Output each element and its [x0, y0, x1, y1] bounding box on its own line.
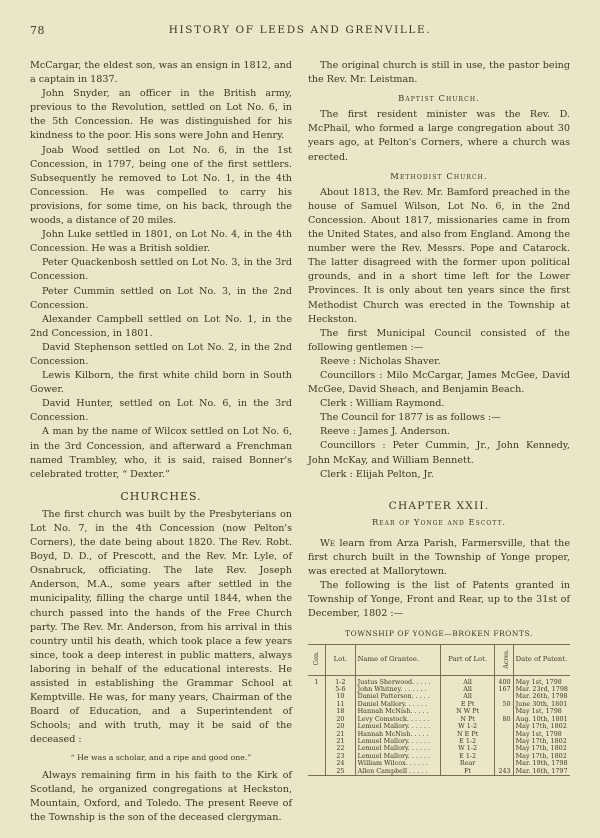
cell-name: Hannah McNish. . . . . [355, 731, 441, 738]
cell-part: All [441, 693, 494, 700]
drop-word: We [320, 537, 335, 549]
paragraph-cummin: Peter Cummin settled on Lot No. 3, in the 2nd Concession. [30, 285, 292, 311]
cell-part: E 1-2 [441, 753, 494, 760]
cell-name: Lemuel Mallory. . . . . . [355, 753, 441, 760]
cell-con [308, 701, 326, 708]
cell-part: E Pt [441, 701, 494, 708]
cell-name: Hannah McNish. . . . . [355, 708, 441, 715]
header-acres: Acres. [494, 644, 513, 675]
paragraph-mccargar: McCargar, the eldest son, was an ensign in 1812, and a captain in 1837. [30, 60, 292, 86]
cell-acres [494, 731, 513, 738]
cell-lot: 20 [326, 723, 355, 730]
cell-name: Daniel Mallory. . . . . . [355, 701, 441, 708]
paragraph-kilborn: Lewis Kilborn, the first white child born in South Gower. [30, 370, 292, 396]
cell-part: Rear [441, 760, 494, 767]
council-1877-intro: The Council for 1877 is as follows :— [320, 412, 501, 424]
cell-acres [494, 745, 513, 752]
cell-acres: 167 [494, 686, 513, 693]
cell-part: N Pt [441, 716, 494, 723]
cell-con [308, 753, 326, 760]
cell-lot: 5-6 [326, 686, 355, 693]
cell-part: W 1-2 [441, 723, 494, 730]
paragraph-following: The following is the list of Patents granted in Township of Yonge, Front and Rear, up to the 31st of December, 1802 :— [308, 580, 570, 620]
cell-con [308, 723, 326, 730]
table-body [308, 675, 570, 775]
paragraph-wood: Joab Wood settled on Lot No. 6, in the 1st Concession, in 1797, being one of the first settlers. Subsequently he removed to Lot No. 1, in the 4th Concession. He was compelled to carry his provisions, for some time, on his back, through the woods, a distance of 20 miles. [30, 144, 292, 227]
cell-date: Mar. 19th, 1798 [515, 759, 568, 768]
cell-con [308, 731, 326, 738]
chapter-title: CHAPTER XXII. [388, 499, 490, 512]
cell-date: May 17th, 1802 [515, 736, 567, 745]
paragraph-quackenbosh: Peter Quackenbosh settled on Lot No. 3, in the 3rd Concession. [30, 257, 292, 283]
paragraph-original-church: The original church is still in use, the pastor being the Rev. Mr. Leistman. [308, 60, 570, 86]
cell-date: May 1st, 1798 [515, 677, 562, 686]
paragraph-methodist: About 1813, the Rev. Mr. Bamford preached in the house of Samuel Wilson, Lot No. 6, in the 2nd Concession. About 1817, missionaries came in from the United States, and also from England. Among the number were the Rev. Messrs. Pope and Catarock. The latter disagreed with the former upon political grounds, and in a short time left for the Lower Provinces. It is only about ten years since the first Methodist Church was erected in the Township at Heckston. [308, 186, 570, 325]
paragraph-always: Always remaining firm in his faith to the Kirk of Scotland, he organized congregations at Heckston, Mountain, Oxford, and Toledo. The present Reeve of the Township is the son of the deceased clergyman. [30, 769, 292, 823]
left-column [30, 59, 292, 825]
cell-part: Ft [441, 768, 494, 776]
table-header-row [308, 644, 570, 675]
cell-part: All [441, 686, 494, 693]
cell-lot: 11 [326, 701, 355, 708]
cell-acres [494, 738, 513, 745]
cell-con [308, 686, 326, 693]
cell-lot: 24 [326, 760, 355, 767]
cell-name: Daniel Patterson. . . . . [355, 693, 441, 700]
cell-name: William Wilcox. . . . . . [355, 760, 441, 767]
cell-acres: 80 [494, 716, 513, 723]
cell-con [308, 738, 326, 745]
header-con: Con. [308, 644, 326, 675]
cell-lot: 1-2 [326, 675, 355, 686]
cell-acres [494, 723, 513, 730]
cell-date: May 17th, 1802 [515, 751, 567, 760]
cell-lot: 23 [326, 753, 355, 760]
table-row [308, 768, 570, 776]
cell-date: Mar. 26th, 1798 [515, 692, 568, 701]
cell-con [308, 768, 326, 776]
cell-part: N E Pt [441, 731, 494, 738]
cell-date: May 1st, 1798 [515, 707, 562, 716]
paragraph-arza-text: learn from Arza Parish, Farmersville, that the first church built in the Township of Yonge proper, was erected at Mallorytown. [308, 537, 570, 578]
cell-name: Lemuel Mallory. . . . . . [355, 738, 441, 745]
council-reeve-1877: Reeve : James J. Anderson. [320, 426, 450, 438]
paragraph-arza [308, 537, 570, 579]
paragraph-baptist: The first resident minister was the Rev. D. McPhail, who formed a large congregation about 30 years ago, at Pelton's Corners, where a church was erected. [308, 109, 570, 163]
header-part: Part of Lot. [441, 644, 494, 675]
cell-date: Mar. 16th, 1797 [515, 766, 568, 775]
cell-date: May 17th, 1802 [515, 744, 567, 753]
chapter-subtitle: Rear of Yonge and Escott. [371, 516, 507, 527]
header-date: Date of Patent. [513, 644, 570, 675]
paragraph-council: The first Municipal Council consisted of the following gentlemen :— [308, 327, 570, 353]
cell-name: Justus Sherwood. . . . . [355, 675, 441, 686]
page-number: 78 [30, 24, 45, 37]
cell-con [308, 708, 326, 715]
council-reeve-first: Reeve : Nicholas Shaver. [320, 355, 441, 367]
section-heading-methodist: Methodist Church. [390, 170, 488, 181]
patents-table [308, 644, 570, 776]
cell-con [308, 693, 326, 700]
section-heading-baptist: Baptist Church. [398, 93, 480, 104]
cell-lot: 20 [326, 716, 355, 723]
cell-con [308, 716, 326, 723]
cell-date: Aug. 10th, 1801 [515, 714, 568, 723]
cell-lot: 22 [326, 745, 355, 752]
council-councillors-1877: Councillors : Peter Cummin, Jr., John Kennedy, John McKay, and William Bennett. [308, 440, 570, 466]
cell-lot: 18 [326, 708, 355, 715]
right-column [308, 59, 570, 776]
cell-part: W 1-2 [441, 745, 494, 752]
page-header [30, 24, 570, 42]
quotation: “ He was a scholar, and a ripe and good one.” [70, 752, 252, 762]
council-councillors-first: Councillors : Milo McCargar, James McGee, David McGee, David Sheach, and Benjamin Beach. [308, 369, 570, 396]
cell-lot: 21 [326, 731, 355, 738]
cell-part: N W Pt [441, 708, 494, 715]
paragraph-first-church: The first church was built by the Presbyterians on Lot No. 7, in the 4th Concession (now Pelton's Corners), the date being about 1820. The Rev. Robt. Boyd, D. D., of Prescott, and the Rev. Mr. Lyle, of Osnabruck, officiating. The late Rev. Joseph Anderson, M.A., some years after settled in the municipality, filling the charge until 1844, when the church passed into the hands of the Free Church party. The Rev. Mr. Anderson, from his arrival in this country until his death, which took place a few years since, took a deep interest in public matters, always laboring in behalf of the educational interests. He assisted in establishing the Grammar School at Kemptville. He was, for many years, Chairman of the Board of Education, and a Superintendent of Schools; and with truth, may it be said of the deceased : [30, 508, 292, 746]
cell-acres: 400 [494, 675, 513, 686]
cell-lot: 21 [326, 738, 355, 745]
cell-date: June 30th, 1801 [515, 699, 568, 708]
paragraph-campbell: Alexander Campbell settled on Lot No. 1, in the 2nd Concession, in 1801. [30, 313, 292, 339]
cell-acres [494, 753, 513, 760]
cell-name: Levy Comstock. . . . . . [355, 716, 441, 723]
paragraph-snyder: John Snyder, an officer in the British army, previous to the Revolution, settled on Lot No. 6, in the 5th Concession. He was distinguished for his kindness to the poor. His sons were John and Henry. [30, 88, 292, 142]
cell-lot: 25 [326, 768, 355, 776]
council-clerk-1877: Clerk : Elijah Pelton, Jr. [320, 468, 434, 480]
cell-con: 1 [308, 675, 326, 686]
cell-name: Lemuel Mallory. . . . . . [355, 745, 441, 752]
cell-lot: 10 [326, 693, 355, 700]
cell-date: May 17th, 1802 [515, 722, 567, 731]
paragraph-stephenson: David Stephenson settled on Lot No. 2, in the 2nd Concession. [30, 341, 292, 367]
cell-acres: 50 [494, 701, 513, 708]
section-heading-churches: CHURCHES. [120, 489, 202, 503]
cell-con [308, 760, 326, 767]
cell-name: Allen Campbell . . . . . [355, 768, 441, 776]
cell-part: E 1-2 [441, 738, 494, 745]
table-title: TOWNSHIP OF YONGE—BROKEN FRONTS. [345, 629, 533, 639]
running-title: HISTORY OF LEEDS AND GRENVILLE. [168, 24, 432, 36]
cell-acres: 243 [494, 768, 513, 776]
cell-date: May 1st, 1798 [515, 729, 562, 738]
cell-date: Mar. 23rd, 1798 [515, 685, 568, 694]
cell-name: John Whitney. . . . . . . [355, 686, 441, 693]
cell-name: Lemuel Mallory. . . . . . [355, 723, 441, 730]
paragraph-hunter: David Hunter, settled on Lot No. 6, in the 3rd Concession. [30, 398, 292, 424]
header-name: Name of Grantee. [355, 644, 441, 675]
paragraph-luke: John Luke settled in 1801, on Lot No. 4, in the 4th Concession. He was a British soldier. [30, 229, 292, 255]
cell-con [308, 745, 326, 752]
council-clerk-first: Clerk : William Raymond. [320, 398, 445, 410]
header-lot: Lot. [326, 644, 355, 675]
paragraph-wilcox: A man by the name of Wilcox settled on Lot No. 6, in the 3rd Concession, and afterward a Frenchman named Trambley, who, it is said, raised Bonner's celebrated trotter, “ Dexter.” [30, 426, 292, 480]
cell-part: All [441, 675, 494, 686]
